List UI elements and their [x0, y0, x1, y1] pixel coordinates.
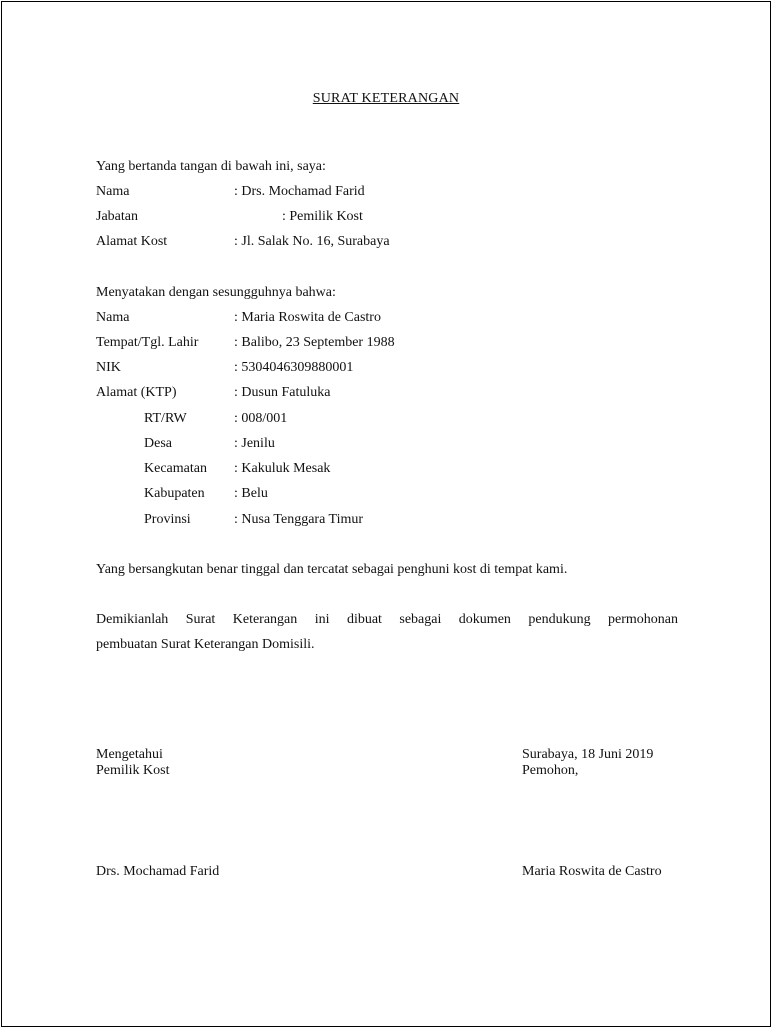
statement-intro: Menyatakan dengan sesungguhnya bahwa: — [96, 285, 336, 300]
document-page — [1, 1, 771, 1027]
signer-address-label: Alamat Kost — [96, 234, 168, 249]
intro-text: Yang bertanda tangan di bawah ini, saya: — [96, 159, 326, 174]
residence-statement: Yang bersangkutan benar tinggal dan tercatat sebagai penghuni kost di tempat kami. — [96, 562, 568, 577]
subject-nik-value: : 5304046309880001 — [234, 360, 354, 375]
subject-desa-value: : Jenilu — [234, 436, 275, 451]
left-sign-heading: Mengetahui — [96, 747, 163, 762]
subject-kecamatan-value: : Kakuluk Mesak — [234, 461, 331, 476]
closing-paragraph-line1: Demikianlah Surat Keterangan ini dibuat sebagai dokumen pendukung permohonan — [96, 612, 678, 627]
subject-kabupaten-label: Kabupaten — [144, 486, 205, 501]
signer-name-value: : Drs. Mochamad Farid — [234, 184, 365, 199]
document-title: SURAT KETERANGAN — [312, 91, 460, 106]
right-sign-place-date: Surabaya, 18 Juni 2019 — [522, 747, 654, 762]
signer-position-label: Jabatan — [96, 209, 138, 224]
left-sign-name: Drs. Mochamad Farid — [96, 864, 220, 879]
subject-birth-label: Tempat/Tgl. Lahir — [96, 335, 199, 350]
signer-name-label: Nama — [96, 184, 130, 199]
subject-provinsi-label: Provinsi — [144, 512, 191, 527]
right-sign-name: Maria Roswita de Castro — [522, 864, 662, 879]
subject-kabupaten-value: : Belu — [234, 486, 268, 501]
signer-position-value: : Pemilik Kost — [282, 209, 363, 224]
subject-name-label: Nama — [96, 310, 130, 325]
subject-name-value: : Maria Roswita de Castro — [234, 310, 381, 325]
subject-rtrw-value: : 008/001 — [234, 411, 288, 426]
signer-address-value: : Jl. Salak No. 16, Surabaya — [234, 234, 390, 249]
subject-desa-label: Desa — [144, 436, 172, 451]
left-sign-role: Pemilik Kost — [96, 763, 170, 778]
subject-kecamatan-label: Kecamatan — [144, 461, 207, 476]
subject-provinsi-value: : Nusa Tenggara Timur — [234, 512, 364, 527]
subject-birth-value: : Balibo, 23 September 1988 — [234, 335, 395, 350]
subject-ktp-label: Alamat (KTP) — [96, 385, 177, 400]
subject-nik-label: NIK — [96, 360, 121, 375]
right-sign-role: Pemohon, — [522, 763, 579, 778]
closing-paragraph-line2: pembuatan Surat Keterangan Domisili. — [96, 637, 315, 652]
subject-rtrw-label: RT/RW — [144, 411, 187, 426]
subject-ktp-value: : Dusun Fatuluka — [234, 385, 331, 400]
